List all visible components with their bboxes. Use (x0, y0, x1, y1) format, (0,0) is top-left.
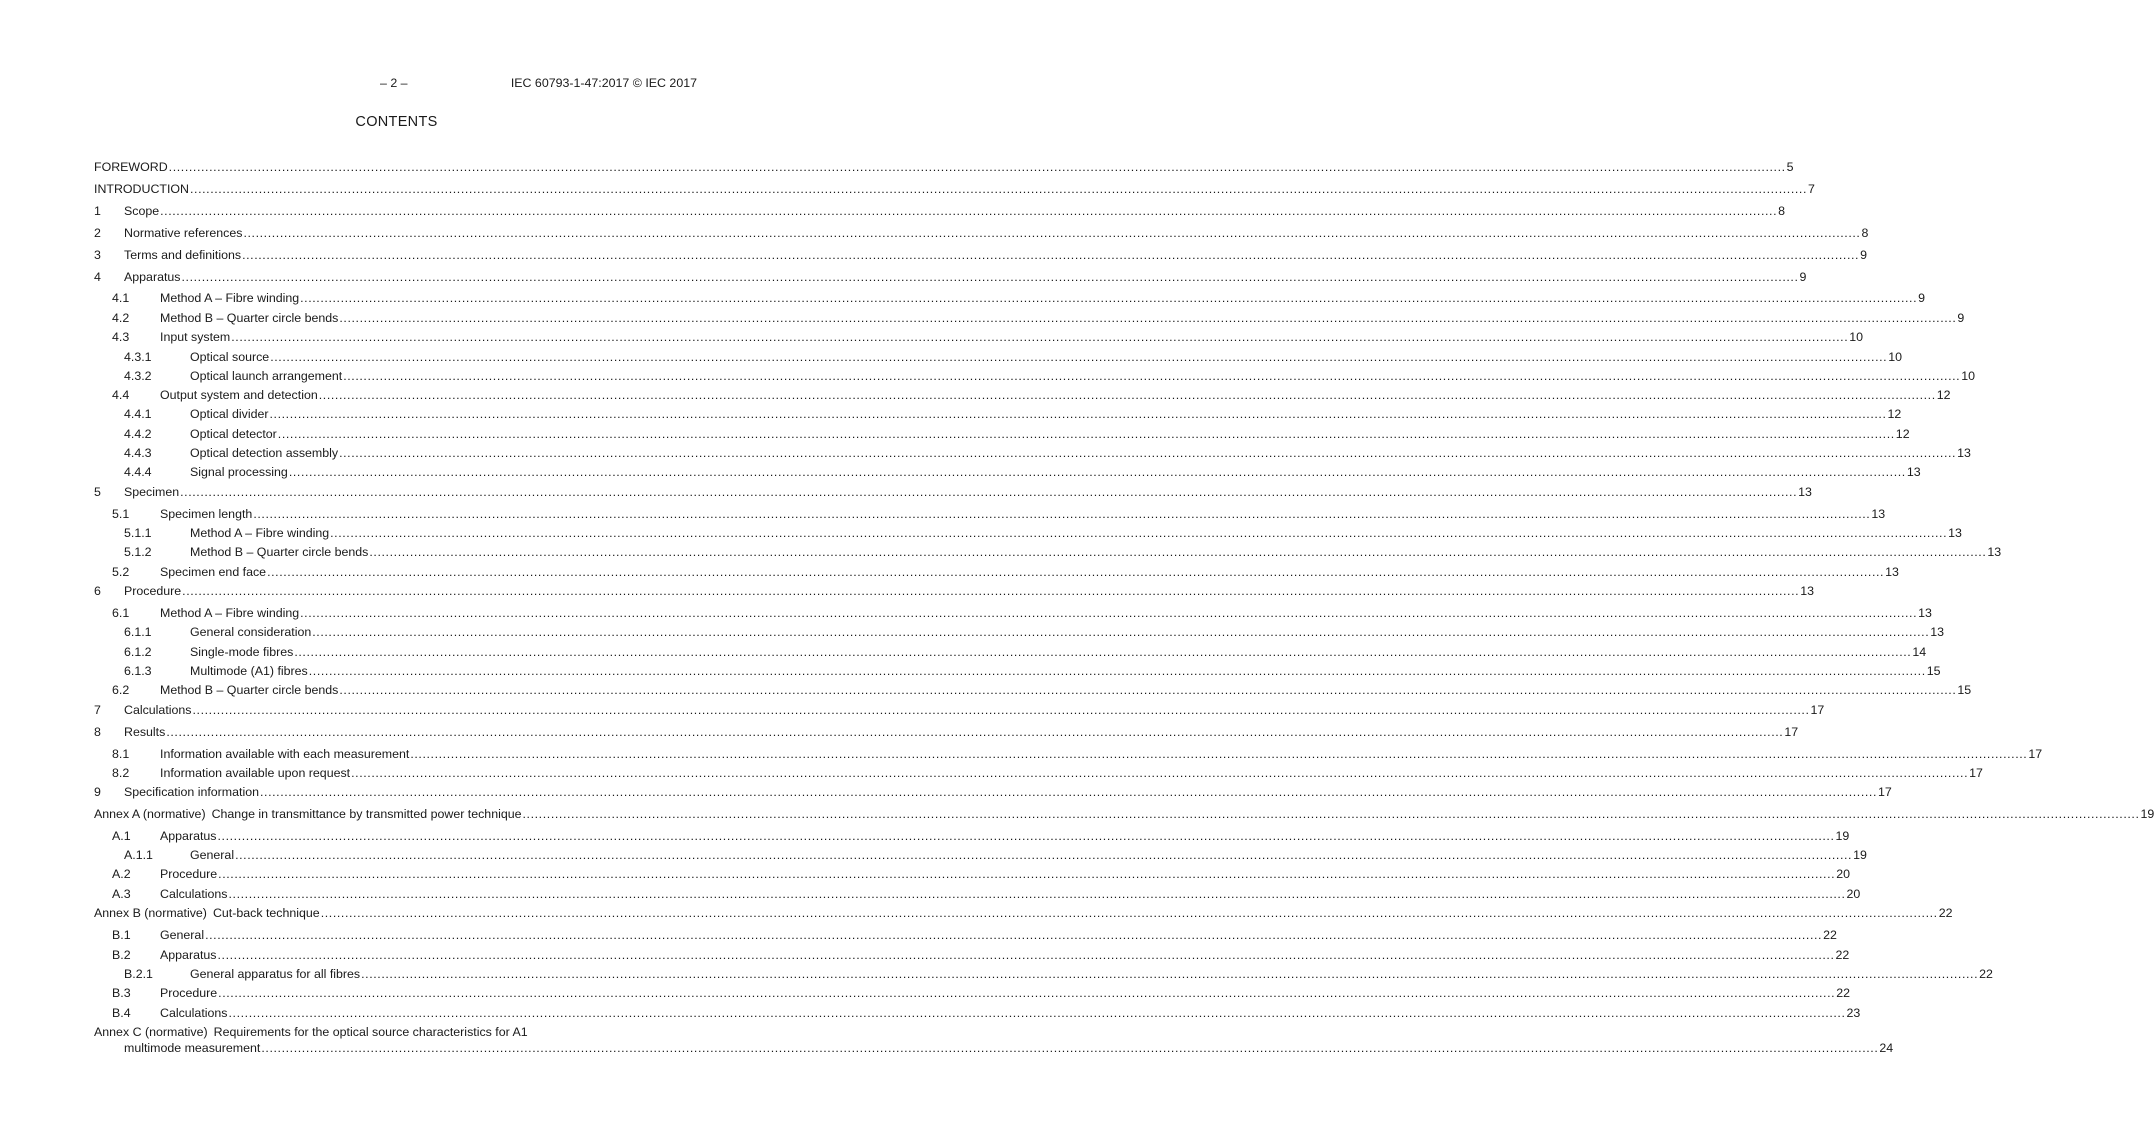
toc-entry-page: 14 (1912, 645, 1927, 659)
toc-entry[interactable] (94, 663, 1941, 679)
toc-entry[interactable] (94, 644, 1927, 660)
dot-leader: ................................................................................................................................................................................................................................................................................................................................................................................................................ (269, 407, 1887, 421)
dot-leader: ................................................................................................................................................................................................................................................................................................................................................................................................................ (253, 507, 1871, 521)
toc-entry-number: B.2 (112, 948, 131, 962)
toc-entry[interactable] (94, 724, 1799, 740)
toc-entry-number: 6.1 (112, 606, 130, 620)
dot-leader: ................................................................................................................................................................................................................................................................................................................................................................................................................ (168, 160, 1786, 174)
dot-leader: ................................................................................................................................................................................................................................................................................................................................................................................................................ (228, 1006, 1846, 1020)
toc-entry-title: Input system (160, 330, 231, 344)
toc-entry-page: 13 (1800, 584, 1814, 598)
toc-entry-page: 15 (1957, 683, 1972, 697)
toc-entry-number: B.4 (112, 1006, 131, 1020)
toc-entry-page: 22 (1836, 986, 1850, 1000)
dot-leader: ................................................................................................................................................................................................................................................................................................................................................................................................................ (228, 887, 1846, 901)
dot-leader: ................................................................................................................................................................................................................................................................................................................................................................................................................ (192, 703, 1810, 717)
toc-entry-page: 19 (1835, 829, 1850, 843)
toc-entry-number: 6.1.1 (124, 625, 152, 639)
toc-entry-number: A.1 (112, 829, 131, 843)
toc-entry-page: 17 (1784, 725, 1799, 739)
toc-entry-title: Scope (124, 204, 160, 218)
toc-entry-title: Method B – Quarter circle bends (160, 683, 339, 697)
toc-entry-page: 20 (1846, 887, 1861, 901)
toc-entry[interactable] (94, 905, 1953, 921)
toc-entry[interactable] (94, 426, 1910, 442)
toc-entry-number: B.2.1 (124, 967, 153, 981)
toc-entry[interactable] (94, 702, 1825, 718)
toc-entry-title: Specimen end face (160, 565, 267, 579)
toc-entry[interactable] (94, 225, 1869, 241)
toc-entry-page: 7 (1808, 182, 1815, 196)
toc-entry-number: 5.1.1 (124, 526, 152, 540)
toc-entry-page: 8 (1861, 226, 1869, 240)
toc-entry-annex-c[interactable] (94, 1024, 1894, 1056)
toc-entry-title: Multimode (A1) fibres (190, 664, 308, 678)
toc-entry-page: 13 (1798, 485, 1812, 499)
toc-entry-title: Specimen (124, 485, 180, 499)
toc-entry-number: 4.3 (112, 330, 130, 344)
toc-entry-title: Optical source (190, 350, 270, 364)
toc-entry-title: Calculations (160, 887, 228, 901)
toc-entry-number: Annex A (normative) (94, 807, 206, 821)
toc-entry-title: Optical launch arrangement (190, 369, 343, 383)
toc-entry-number: Annex B (normative) (94, 906, 207, 920)
toc-entry-number: 4.4.2 (124, 427, 152, 441)
toc-entry-page: 19 (1853, 848, 1867, 862)
dot-leader: ................................................................................................................................................................................................................................................................................................................................................................................................................ (190, 182, 1808, 196)
toc-entry[interactable] (94, 159, 1794, 175)
toc-entry-page: 13 (1871, 507, 1886, 521)
toc-entry[interactable] (94, 464, 1921, 480)
toc-entry[interactable] (94, 544, 2002, 560)
toc-entry-title: Method B – Quarter circle bends (190, 545, 369, 559)
toc-entry-number: 4.2 (112, 311, 130, 325)
dot-leader: ................................................................................................................................................................................................................................................................................................................................................................................................................ (300, 606, 1918, 620)
toc-entry-page: 13 (1987, 545, 2002, 559)
toc-entry-number: 8.2 (112, 766, 130, 780)
dot-leader: ................................................................................................................................................................................................................................................................................................................................................................................................................ (339, 683, 1957, 697)
page-header (0, 76, 793, 92)
toc-entry-number: 4 (94, 270, 101, 284)
dot-leader: ................................................................................................................................................................................................................................................................................................................................................................................................................ (339, 446, 1957, 460)
dot-leader: ................................................................................................................................................................................................................................................................................................................................................................................................................ (235, 848, 1853, 862)
toc-entry-page: 12 (1895, 427, 1910, 441)
dot-leader: ................................................................................................................................................................................................................................................................................................................................................................................................................ (260, 785, 1878, 799)
dot-leader: ................................................................................................................................................................................................................................................................................................................................................................................................................ (330, 526, 1948, 540)
toc-entry-number: 4.1 (112, 291, 130, 305)
toc-entry-number: 4.3.2 (124, 369, 152, 383)
toc-entry-number: 6 (94, 584, 101, 598)
toc-entry-title: Normative references (124, 226, 243, 240)
toc-entry[interactable] (94, 329, 1864, 345)
dot-leader: ................................................................................................................................................................................................................................................................................................................................................................................................................ (231, 330, 1849, 344)
toc-entry-page: 13 (1930, 625, 1945, 639)
toc-entry-page: 13 (1957, 446, 1971, 460)
page-number: – 2 – (380, 76, 408, 90)
toc-entry-title: Calculations (124, 703, 192, 717)
toc-entry[interactable] (94, 564, 1899, 580)
toc-entry-number: 4.4 (112, 388, 130, 402)
dot-leader: ................................................................................................................................................................................................................................................................................................................................................................................................................ (243, 226, 1861, 240)
toc-entry-page: 10 (1849, 330, 1864, 344)
document-reference: IEC 60793-1-47:2017 © IEC 2017 (510, 76, 697, 90)
toc-entry-number: 6.2 (112, 683, 130, 697)
dot-leader: ................................................................................................................................................................................................................................................................................................................................................................................................................ (339, 311, 1957, 325)
toc-entry-number: 5 (94, 485, 101, 499)
dot-leader: ................................................................................................................................................................................................................................................................................................................................................................................................................ (343, 369, 1961, 383)
toc-entry-page: 13 (1885, 565, 1899, 579)
toc-entry-title: Apparatus (160, 829, 217, 843)
toc-entry-title: Optical detector (190, 427, 277, 441)
toc-entry-title: Apparatus (160, 948, 217, 962)
toc-entry-number: 8 (94, 725, 101, 739)
toc-entry-number: B.3 (112, 986, 131, 1000)
toc-entry-number: 4.3.1 (124, 350, 152, 364)
toc-entry[interactable] (94, 605, 1932, 621)
toc-entry[interactable] (94, 310, 1965, 326)
dot-leader: ................................................................................................................................................................................................................................................................................................................................................................................................................ (181, 270, 1799, 284)
toc-entry-page: 10 (1961, 369, 1976, 383)
toc-entry-page: 13 (1948, 526, 1962, 540)
toc-entry[interactable] (94, 506, 1886, 522)
toc-entry-page: 10 (1888, 350, 1903, 364)
toc-entry[interactable] (94, 947, 1850, 963)
toc-entry-page: 22 (1979, 967, 1993, 981)
toc-entry[interactable] (94, 966, 1993, 982)
toc-entry-page: 13 (1918, 606, 1932, 620)
toc-entry-title: Method A – Fibre winding (160, 606, 300, 620)
toc-entry[interactable] (94, 445, 1971, 461)
toc-entry-number: A.3 (112, 887, 131, 901)
dot-leader: ................................................................................................................................................................................................................................................................................................................................................................................................................ (166, 725, 1784, 739)
toc-entry-number: 2 (94, 226, 101, 240)
toc-entry-number: 1 (94, 204, 101, 218)
dot-leader: ................................................................................................................................................................................................................................................................................................................................................................................................................ (217, 948, 1835, 962)
toc-entry-title: General (160, 928, 205, 942)
toc-entry[interactable] (94, 806, 2154, 822)
toc-entry-page: 9 (1918, 291, 1926, 305)
toc-entry-page: 17 (2028, 747, 2043, 761)
toc-entry-title: Information available upon request (160, 766, 351, 780)
dot-leader: ................................................................................................................................................................................................................................................................................................................................................................................................................ (320, 906, 1938, 920)
toc-entry-page: 22 (1938, 906, 1953, 920)
dot-leader: ................................................................................................................................................................................................................................................................................................................................................................................................................ (410, 747, 2028, 761)
toc-entry[interactable] (94, 247, 1868, 263)
toc-entry[interactable] (94, 927, 1837, 943)
toc-entry-number: 6.1.3 (124, 664, 152, 678)
dot-leader: ................................................................................................................................................................................................................................................................................................................................................................................................................ (217, 829, 1835, 843)
toc-entry-number: Annex C (normative) (94, 1025, 208, 1039)
dot-leader: ................................................................................................................................................................................................................................................................................................................................................................................................................ (270, 350, 1888, 364)
toc-entry-number: A.1.1 (124, 848, 153, 862)
toc-entry-page: 20 (1836, 867, 1850, 881)
toc-entry-number: 3 (94, 248, 101, 262)
toc-entry-page: 15 (1926, 664, 1941, 678)
dot-leader: ................................................................................................................................................................................................................................................................................................................................................................................................................ (318, 388, 1936, 402)
toc-entry-title: FOREWORD (94, 160, 168, 174)
toc-entry-number: 5.2 (112, 565, 130, 579)
toc-entry-title: Results (124, 725, 166, 739)
toc-entry-number: 4.4.3 (124, 446, 152, 460)
dot-leader: ................................................................................................................................................................................................................................................................................................................................................................................................................ (361, 967, 1979, 981)
toc-entry-title: Requirements for the optical source characteristics for A1 (213, 1025, 528, 1039)
toc-entry-page: 9 (1860, 248, 1868, 262)
toc-entry-number: 4.4.4 (124, 465, 152, 479)
toc-entry[interactable] (94, 784, 1892, 800)
toc-entry[interactable] (94, 484, 1812, 500)
toc-entry-title: INTRODUCTION (94, 182, 189, 196)
toc-entry-title: Specification information (124, 785, 259, 799)
toc-entry-page: 12 (1887, 407, 1902, 421)
toc-entry-number: 7 (94, 703, 101, 717)
toc-entry-title: Terms and definitions (124, 248, 242, 262)
toc-entry-number: 9 (94, 785, 101, 799)
dot-leader: ................................................................................................................................................................................................................................................................................................................................................................................................................ (308, 664, 1926, 678)
toc-entry-page: 17 (1810, 703, 1825, 717)
toc-entry-page: 17 (1969, 766, 1983, 780)
toc-entry-line (94, 1040, 1894, 1056)
toc-entry-page: 5 (1786, 160, 1794, 174)
toc-entry[interactable] (94, 368, 1976, 384)
toc-entry-page: 19 (2140, 807, 2154, 821)
dot-leader: ................................................................................................................................................................................................................................................................................................................................................................................................................ (218, 867, 1836, 881)
toc-entry[interactable] (94, 886, 1861, 902)
toc-entry[interactable] (94, 985, 1850, 1001)
toc-entry-page: 24 (1879, 1041, 1894, 1055)
toc-entry[interactable] (94, 525, 1962, 541)
dot-leader: ................................................................................................................................................................................................................................................................................................................................................................................................................ (242, 248, 1860, 262)
toc-entry-title: General apparatus for all fibres (190, 967, 361, 981)
toc-entry[interactable] (94, 181, 1815, 197)
toc-entry-number: B.1 (112, 928, 131, 942)
toc-entry-page: 22 (1823, 928, 1837, 942)
dot-leader: ................................................................................................................................................................................................................................................................................................................................................................................................................ (312, 625, 1930, 639)
toc-entry[interactable] (94, 746, 2043, 762)
dot-leader: ................................................................................................................................................................................................................................................................................................................................................................................................................ (288, 465, 1906, 479)
toc-entry-title: Method B – Quarter circle bends (160, 311, 339, 325)
toc-entry-title: Output system and detection (160, 388, 318, 402)
toc-entry-title: Signal processing (190, 465, 288, 479)
toc-entry-page: 23 (1846, 1006, 1861, 1020)
toc-entry-title-continued: multimode measurement (124, 1041, 261, 1055)
toc-entry-title: Information available with each measurement (160, 747, 410, 761)
toc-entry-title: Optical detection assembly (190, 446, 339, 460)
toc-entry[interactable] (94, 828, 1850, 844)
toc-entry-title: Specimen length (160, 507, 253, 521)
toc-entry[interactable] (94, 624, 1945, 640)
dot-leader: ................................................................................................................................................................................................................................................................................................................................................................................................................ (277, 427, 1895, 441)
toc-entry-number: 5.1 (112, 507, 130, 521)
dot-leader: ................................................................................................................................................................................................................................................................................................................................................................................................................ (160, 204, 1778, 218)
toc-entry[interactable] (94, 406, 1902, 422)
toc-entry[interactable] (94, 203, 1786, 219)
toc-entry[interactable] (94, 847, 1867, 863)
toc-entry-title: Single-mode fibres (190, 645, 294, 659)
toc-entry-title: Change in transmittance by transmitted power technique (211, 807, 522, 821)
toc-entry-number: 4.4.1 (124, 407, 152, 421)
dot-leader: ................................................................................................................................................................................................................................................................................................................................................................................................................ (205, 928, 1823, 942)
dot-leader: ................................................................................................................................................................................................................................................................................................................................................................................................................ (369, 545, 1987, 559)
toc-entry-title: Calculations (160, 1006, 228, 1020)
toc-entry-title: Cut-back technique (212, 906, 320, 920)
toc-entry-number: 5.1.2 (124, 545, 152, 559)
dot-leader: ................................................................................................................................................................................................................................................................................................................................................................................................................ (261, 1041, 1879, 1055)
toc-entry[interactable] (94, 1005, 1861, 1021)
toc-entry-title: General consideration (190, 625, 312, 639)
toc-entry[interactable] (94, 387, 1951, 403)
toc-entry[interactable] (94, 765, 1983, 781)
dot-leader: ................................................................................................................................................................................................................................................................................................................................................................................................................ (522, 807, 2140, 821)
toc-entry-page: 17 (1878, 785, 1892, 799)
dot-leader: ................................................................................................................................................................................................................................................................................................................................................................................................................ (218, 986, 1836, 1000)
dot-leader: ................................................................................................................................................................................................................................................................................................................................................................................................................ (182, 584, 1800, 598)
toc-entry-page: 13 (1906, 465, 1921, 479)
toc-entry[interactable] (94, 269, 1807, 285)
toc-entry-page: 9 (1957, 311, 1965, 325)
toc-entry-line (94, 1024, 698, 1040)
toc-entry-title: Procedure (124, 584, 182, 598)
toc-entry[interactable] (94, 583, 1814, 599)
dot-leader: ................................................................................................................................................................................................................................................................................................................................................................................................................ (180, 485, 1798, 499)
toc-entry-title: Method A – Fibre winding (190, 526, 330, 540)
toc-entry-title: Optical divider (190, 407, 269, 421)
toc-entry-number: 8.1 (112, 747, 130, 761)
toc-entry[interactable] (94, 349, 1903, 365)
page-title: CONTENTS (355, 114, 438, 130)
dot-leader: ................................................................................................................................................................................................................................................................................................................................................................................................................ (267, 565, 1885, 579)
toc-entry[interactable] (94, 866, 1850, 882)
dot-leader: ................................................................................................................................................................................................................................................................................................................................................................................................................ (294, 645, 1912, 659)
toc-entry-number: 6.1.2 (124, 645, 152, 659)
toc-entry[interactable] (94, 290, 1926, 306)
toc-entry-title: Procedure (160, 986, 218, 1000)
toc-entry-title: General (190, 848, 235, 862)
toc-entry-page: 12 (1936, 388, 1951, 402)
toc-entry-title: Procedure (160, 867, 218, 881)
toc-entry[interactable] (94, 682, 1972, 698)
dot-leader: ................................................................................................................................................................................................................................................................................................................................................................................................................ (351, 766, 1969, 780)
toc-entry-number: A.2 (112, 867, 131, 881)
toc-entry-title: Method A – Fibre winding (160, 291, 300, 305)
dot-leader: ................................................................................................................................................................................................................................................................................................................................................................................................................ (300, 291, 1918, 305)
toc-entry-page: 9 (1799, 270, 1807, 284)
toc-entry-title: Apparatus (124, 270, 181, 284)
toc-entry-page: 8 (1778, 204, 1786, 218)
toc-entry-page: 22 (1835, 948, 1850, 962)
